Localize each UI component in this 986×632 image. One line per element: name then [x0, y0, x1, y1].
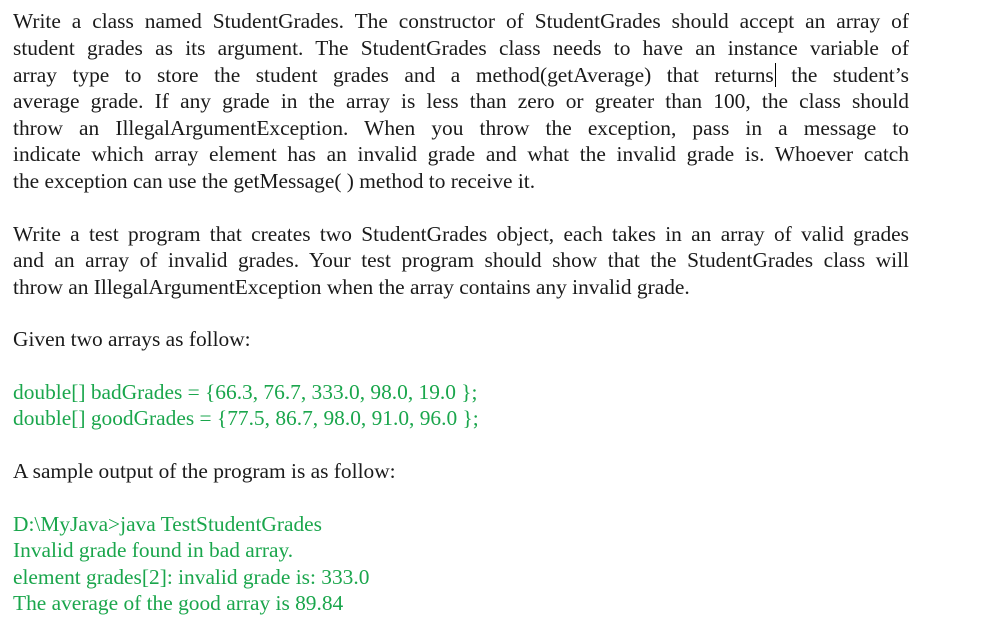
- given-label: Given two arrays as follow:: [13, 327, 251, 351]
- paragraph-1-line-4: average grade. If any grade in the array is less than zero or greater than 100, the class should: [13, 89, 909, 113]
- paragraph-1-line-3-part-a: array type to store the student grades and a method(getAverage) that returns: [13, 63, 774, 87]
- output-line-average: The average of the good array is 89.84: [13, 591, 344, 615]
- paragraph-1-line-3: [13, 62, 909, 89]
- paragraph-1-line-7: the exception can use the getMessage( ) method to receive it.: [13, 169, 536, 193]
- sample-output-label: A sample output of the program is as follow:: [13, 459, 396, 483]
- paragraph-2-line-3: throw an IllegalArgumentException when the array contains any invalid grade.: [13, 275, 690, 299]
- output-line-command: D:\MyJava>java TestStudentGrades: [13, 512, 322, 536]
- output-line-invalid-found: Invalid grade found in bad array.: [13, 538, 294, 562]
- paragraph-2-line-1: Write a test program that creates two StudentGrades object, each takes in an array of valid grades: [13, 222, 909, 246]
- paragraph-1-line-1: Write a class named StudentGrades. The constructor of StudentGrades should accept an array of: [13, 9, 909, 33]
- code-line-good-grades: double[] goodGrades = {77.5, 86.7, 98.0, 91.0, 96.0 };: [13, 406, 479, 430]
- paragraph-1-line-3-part-b: the student’s: [791, 63, 909, 87]
- output-line-invalid-element: element grades[2]: invalid grade is: 333.0: [13, 565, 370, 589]
- text-cursor: [775, 63, 776, 87]
- code-line-bad-grades: double[] badGrades = {66.3, 76.7, 333.0, 98.0, 19.0 };: [13, 380, 478, 404]
- paragraph-1-line-6: indicate which array element has an invalid grade and what the invalid grade is. Whoever catch: [13, 142, 909, 166]
- paragraph-2-line-2: and an array of invalid grades. Your test program should show that the StudentGrades class will: [13, 248, 909, 272]
- paragraph-1-line-5: throw an IllegalArgumentException. When you throw the exception, pass in a message to: [13, 116, 909, 140]
- paragraph-1-line-2: student grades as its argument. The StudentGrades class needs to have an instance variable of: [13, 36, 909, 60]
